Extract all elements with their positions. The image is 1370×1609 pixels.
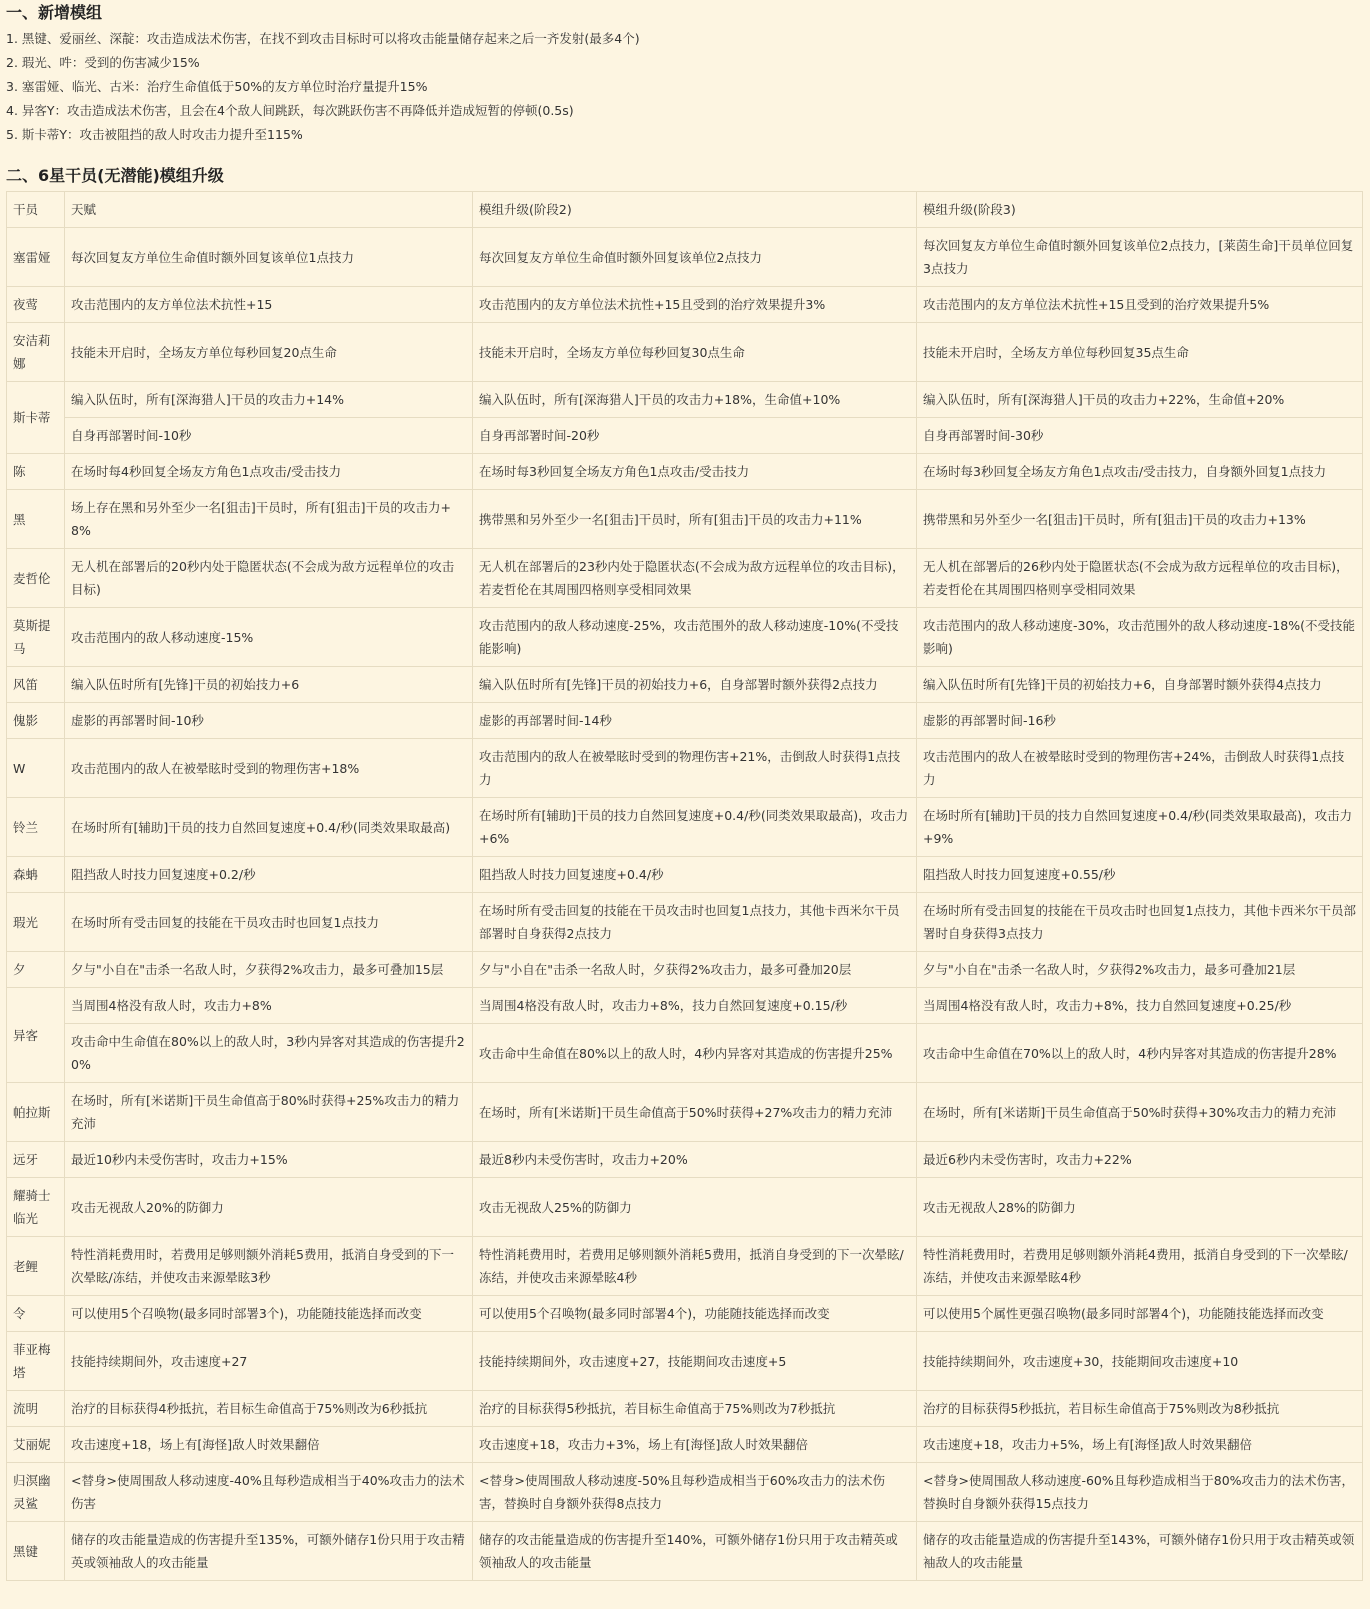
- stage3-cell: 技能持续期间外，攻击速度+30，技能期间攻击速度+10: [917, 1332, 1363, 1391]
- stage2-cell: 编入队伍时所有[先锋]干员的初始技力+6，自身部署时额外获得2点技力: [473, 667, 917, 703]
- operator-name: 铃兰: [7, 798, 65, 857]
- table-row: [7, 1391, 1363, 1427]
- talent-cell: 在场时，所有[米诺斯]干员生命值高于80%时获得+25%攻击力的精力充沛: [65, 1083, 473, 1142]
- module-upgrade-table: [6, 191, 1363, 1581]
- operator-name: 艾丽妮: [7, 1427, 65, 1463]
- table-row: [7, 454, 1363, 490]
- stage3-cell: 攻击速度+18，攻击力+5%，场上有[海怪]敌人时效果翻倍: [917, 1427, 1363, 1463]
- stage3-cell: 自身再部署时间-30秒: [917, 418, 1363, 454]
- operator-name: 塞雷娅: [7, 228, 65, 287]
- table-row: [7, 798, 1363, 857]
- table-row: [7, 1427, 1363, 1463]
- stage2-cell: 携带黑和另外至少一名[狙击]干员时，所有[狙击]干员的攻击力+11%: [473, 490, 917, 549]
- section-title-new-modules: 一、新增模组: [6, 3, 103, 22]
- operator-name: 耀骑士临光: [7, 1178, 65, 1237]
- stage3-cell: 特性消耗费用时，若费用足够则额外消耗4费用，抵消自身受到的下一次晕眩/冻结，并使攻击来源晕眩4秒: [917, 1237, 1363, 1296]
- table-row: [7, 739, 1363, 798]
- table-row: [7, 1142, 1363, 1178]
- table-row: [7, 1522, 1363, 1581]
- stage2-cell: 在场时所有受击回复的技能在干员攻击时也回复1点技力，其他卡西米尔干员部署时自身获得2点技力: [473, 893, 917, 952]
- talent-cell: 每次回复友方单位生命值时额外回复该单位1点技力: [65, 228, 473, 287]
- talent-cell: 阻挡敌人时技力回复速度+0.2/秒: [65, 857, 473, 893]
- talent-cell: 治疗的目标获得4秒抵抗，若目标生命值高于75%则改为6秒抵抗: [65, 1391, 473, 1427]
- operator-name: 菲亚梅塔: [7, 1332, 65, 1391]
- stage2-cell: 虚影的再部署时间-14秒: [473, 703, 917, 739]
- table-row: [7, 287, 1363, 323]
- operator-name: 麦哲伦: [7, 549, 65, 608]
- new-module-item: 4. 异客Y：攻击造成法术伤害，且会在4个敌人间跳跃，每次跳跃伤害不再降低并造成短暂的停顿(0.5s): [6, 103, 574, 118]
- stage3-cell: 攻击范围内的友方单位法术抗性+15且受到的治疗效果提升5%: [917, 287, 1363, 323]
- talent-cell: 最近10秒内未受伤害时，攻击力+15%: [65, 1142, 473, 1178]
- operator-name: W: [7, 739, 65, 798]
- table-row: [7, 703, 1363, 739]
- stage3-cell: 攻击范围内的敌人移动速度-30%，攻击范围外的敌人移动速度-18%(不受技能影响): [917, 608, 1363, 667]
- stage3-cell: 阻挡敌人时技力回复速度+0.55/秒: [917, 857, 1363, 893]
- table-row: [7, 608, 1363, 667]
- stage2-cell: 可以使用5个召唤物(最多同时部署4个)，功能随技能选择而改变: [473, 1296, 917, 1332]
- stage3-cell: 最近6秒内未受伤害时，攻击力+22%: [917, 1142, 1363, 1178]
- stage3-cell: 攻击范围内的敌人在被晕眩时受到的物理伤害+24%，击倒敌人时获得1点技力: [917, 739, 1363, 798]
- stage3-cell: 在场时，所有[米诺斯]干员生命值高于50%时获得+30%攻击力的精力充沛: [917, 1083, 1363, 1142]
- talent-cell: 编入队伍时，所有[深海猎人]干员的攻击力+14%: [65, 382, 473, 418]
- stage3-cell: 储存的攻击能量造成的伤害提升至143%，可额外储存1份只用于攻击精英或领袖敌人的攻击能量: [917, 1522, 1363, 1581]
- operator-name: 黑键: [7, 1522, 65, 1581]
- stage2-cell: 攻击范围内的友方单位法术抗性+15且受到的治疗效果提升3%: [473, 287, 917, 323]
- stage3-cell: 攻击无视敌人28%的防御力: [917, 1178, 1363, 1237]
- stage2-cell: 阻挡敌人时技力回复速度+0.4/秒: [473, 857, 917, 893]
- column-header: 干员: [7, 192, 65, 228]
- stage2-cell: 编入队伍时，所有[深海猎人]干员的攻击力+18%，生命值+10%: [473, 382, 917, 418]
- talent-cell: 技能未开启时，全场友方单位每秒回复20点生命: [65, 323, 473, 382]
- talent-cell: 夕与"小自在"击杀一名敌人时，夕获得2%攻击力，最多可叠加15层: [65, 952, 473, 988]
- stage3-cell: 无人机在部署后的26秒内处于隐匿状态(不会成为敌方远程单位的攻击目标)，若麦哲伦在其周围四格则享受相同效果: [917, 549, 1363, 608]
- table-row: [7, 490, 1363, 549]
- stage2-cell: 攻击范围内的敌人在被晕眩时受到的物理伤害+21%，击倒敌人时获得1点技力: [473, 739, 917, 798]
- stage3-cell: 编入队伍时所有[先锋]干员的初始技力+6，自身部署时额外获得4点技力: [917, 667, 1363, 703]
- table-row: [7, 667, 1363, 703]
- table-row: [7, 952, 1363, 988]
- table-row: [7, 1083, 1363, 1142]
- table-row: [7, 857, 1363, 893]
- stage2-cell: 夕与"小自在"击杀一名敌人时，夕获得2%攻击力，最多可叠加20层: [473, 952, 917, 988]
- stage2-cell: <替身>使周围敌人移动速度-50%且每秒造成相当于60%攻击力的法术伤害，替换时自身额外获得8点技力: [473, 1463, 917, 1522]
- operator-name: 夜莺: [7, 287, 65, 323]
- new-module-item: 2. 瑕光、吽：受到的伤害减少15%: [6, 55, 200, 70]
- talent-cell: 在场时所有[辅助]干员的技力自然回复速度+0.4/秒(同类效果取最高): [65, 798, 473, 857]
- talent-cell: 虚影的再部署时间-10秒: [65, 703, 473, 739]
- stage3-cell: 虚影的再部署时间-16秒: [917, 703, 1363, 739]
- stage2-cell: 储存的攻击能量造成的伤害提升至140%，可额外储存1份只用于攻击精英或领袖敌人的攻击能量: [473, 1522, 917, 1581]
- talent-cell: 当周围4格没有敌人时，攻击力+8%: [65, 988, 473, 1024]
- talent-cell: <替身>使周围敌人移动速度-40%且每秒造成相当于40%攻击力的法术伤害: [65, 1463, 473, 1522]
- stage2-cell: 技能持续期间外，攻击速度+27，技能期间攻击速度+5: [473, 1332, 917, 1391]
- operator-name: 黑: [7, 490, 65, 549]
- operator-name: 令: [7, 1296, 65, 1332]
- operator-name: 傀影: [7, 703, 65, 739]
- stage2-cell: 在场时，所有[米诺斯]干员生命值高于50%时获得+27%攻击力的精力充沛: [473, 1083, 917, 1142]
- operator-name: 归溟幽灵鲨: [7, 1463, 65, 1522]
- operator-name: 斯卡蒂: [7, 382, 65, 454]
- stage2-cell: 在场时每3秒回复全场友方角色1点攻击/受击技力: [473, 454, 917, 490]
- talent-cell: 攻击命中生命值在80%以上的敌人时，3秒内异客对其造成的伤害提升20%: [65, 1024, 473, 1083]
- column-header: 模组升级(阶段3): [917, 192, 1363, 228]
- stage3-cell: 攻击命中生命值在70%以上的敌人时，4秒内异客对其造成的伤害提升28%: [917, 1024, 1363, 1083]
- stage2-cell: 自身再部署时间-20秒: [473, 418, 917, 454]
- talent-cell: 自身再部署时间-10秒: [65, 418, 473, 454]
- stage3-cell: <替身>使周围敌人移动速度-60%且每秒造成相当于80%攻击力的法术伤害，替换时自身额外获得15点技力: [917, 1463, 1363, 1522]
- stage3-cell: 携带黑和另外至少一名[狙击]干员时，所有[狙击]干员的攻击力+13%: [917, 490, 1363, 549]
- new-module-item: 5. 斯卡蒂Y：攻击被阻挡的敌人时攻击力提升至115%: [6, 127, 303, 142]
- operator-name: 流明: [7, 1391, 65, 1427]
- stage2-cell: 技能未开启时，全场友方单位每秒回复30点生命: [473, 323, 917, 382]
- stage3-cell: 在场时所有受击回复的技能在干员攻击时也回复1点技力，其他卡西米尔干员部署时自身获得3点技力: [917, 893, 1363, 952]
- new-module-item: 3. 塞雷娅、临光、古米：治疗生命值低于50%的友方单位时治疗量提升15%: [6, 79, 428, 94]
- table-row: [7, 323, 1363, 382]
- section-title-module-upgrades: 二、6星干员(无潜能)模组升级: [6, 166, 224, 185]
- stage3-cell: 编入队伍时，所有[深海猎人]干员的攻击力+22%，生命值+20%: [917, 382, 1363, 418]
- operator-name: 陈: [7, 454, 65, 490]
- stage2-cell: 特性消耗费用时，若费用足够则额外消耗5费用，抵消自身受到的下一次晕眩/冻结，并使攻击来源晕眩4秒: [473, 1237, 917, 1296]
- table-row: [7, 1296, 1363, 1332]
- column-header: 天赋: [65, 192, 473, 228]
- table-header-row: [7, 192, 1363, 228]
- talent-cell: 攻击范围内的友方单位法术抗性+15: [65, 287, 473, 323]
- talent-cell: 在场时所有受击回复的技能在干员攻击时也回复1点技力: [65, 893, 473, 952]
- stage3-cell: 在场时每3秒回复全场友方角色1点攻击/受击技力，自身额外回复1点技力: [917, 454, 1363, 490]
- stage2-cell: 最近8秒内未受伤害时，攻击力+20%: [473, 1142, 917, 1178]
- talent-cell: 攻击速度+18，场上有[海怪]敌人时效果翻倍: [65, 1427, 473, 1463]
- table-row: [7, 228, 1363, 287]
- operator-name: 瑕光: [7, 893, 65, 952]
- stage3-cell: 当周围4格没有敌人时，攻击力+8%，技力自然回复速度+0.25/秒: [917, 988, 1363, 1024]
- table-row: [7, 382, 1363, 418]
- operator-name: 安洁莉娜: [7, 323, 65, 382]
- table-row: [7, 1024, 1363, 1083]
- table-row: [7, 1332, 1363, 1391]
- talent-cell: 攻击范围内的敌人在被晕眩时受到的物理伤害+18%: [65, 739, 473, 798]
- table-row: [7, 893, 1363, 952]
- talent-cell: 可以使用5个召唤物(最多同时部署3个)，功能随技能选择而改变: [65, 1296, 473, 1332]
- table-row: [7, 418, 1363, 454]
- talent-cell: 攻击无视敌人20%的防御力: [65, 1178, 473, 1237]
- new-module-item: 1. 黑键、爱丽丝、深靛：攻击造成法术伤害，在找不到攻击目标时可以将攻击能量储存起来之后一齐发射(最多4个): [6, 31, 640, 46]
- talent-cell: 攻击范围内的敌人移动速度-15%: [65, 608, 473, 667]
- table-row: [7, 1463, 1363, 1522]
- column-header: 模组升级(阶段2): [473, 192, 917, 228]
- stage2-cell: 在场时所有[辅助]干员的技力自然回复速度+0.4/秒(同类效果取最高)，攻击力+6%: [473, 798, 917, 857]
- talent-cell: 特性消耗费用时，若费用足够则额外消耗5费用，抵消自身受到的下一次晕眩/冻结，并使攻击来源晕眩3秒: [65, 1237, 473, 1296]
- operator-name: 莫斯提马: [7, 608, 65, 667]
- table-row: [7, 1237, 1363, 1296]
- new-modules-list: [6, 27, 1352, 147]
- stage2-cell: 当周围4格没有敌人时，攻击力+8%，技力自然回复速度+0.15/秒: [473, 988, 917, 1024]
- stage3-cell: 可以使用5个属性更强召唤物(最多同时部署4个)，功能随技能选择而改变: [917, 1296, 1363, 1332]
- table-body: [7, 192, 1363, 1581]
- operator-name: 帕拉斯: [7, 1083, 65, 1142]
- stage2-cell: 攻击无视敌人25%的防御力: [473, 1178, 917, 1237]
- talent-cell: 无人机在部署后的20秒内处于隐匿状态(不会成为敌方远程单位的攻击目标): [65, 549, 473, 608]
- stage3-cell: 夕与"小自在"击杀一名敌人时，夕获得2%攻击力，最多可叠加21层: [917, 952, 1363, 988]
- talent-cell: 技能持续期间外，攻击速度+27: [65, 1332, 473, 1391]
- table-row: [7, 1178, 1363, 1237]
- talent-cell: 场上存在黑和另外至少一名[狙击]干员时，所有[狙击]干员的攻击力+8%: [65, 490, 473, 549]
- stage2-cell: 攻击范围内的敌人移动速度-25%，攻击范围外的敌人移动速度-10%(不受技能影响): [473, 608, 917, 667]
- stage3-cell: 技能未开启时，全场友方单位每秒回复35点生命: [917, 323, 1363, 382]
- stage2-cell: 攻击速度+18，攻击力+3%，场上有[海怪]敌人时效果翻倍: [473, 1427, 917, 1463]
- stage3-cell: 治疗的目标获得5秒抵抗，若目标生命值高于75%则改为8秒抵抗: [917, 1391, 1363, 1427]
- stage2-cell: 攻击命中生命值在80%以上的敌人时，4秒内异客对其造成的伤害提升25%: [473, 1024, 917, 1083]
- table-row: [7, 988, 1363, 1024]
- stage2-cell: 无人机在部署后的23秒内处于隐匿状态(不会成为敌方远程单位的攻击目标)，若麦哲伦在其周围四格则享受相同效果: [473, 549, 917, 608]
- stage3-cell: 在场时所有[辅助]干员的技力自然回复速度+0.4/秒(同类效果取最高)，攻击力+9%: [917, 798, 1363, 857]
- operator-name: 风笛: [7, 667, 65, 703]
- operator-name: 远牙: [7, 1142, 65, 1178]
- talent-cell: 在场时每4秒回复全场友方角色1点攻击/受击技力: [65, 454, 473, 490]
- operator-name: 森蚺: [7, 857, 65, 893]
- talent-cell: 编入队伍时所有[先锋]干员的初始技力+6: [65, 667, 473, 703]
- talent-cell: 储存的攻击能量造成的伤害提升至135%，可额外储存1份只用于攻击精英或领袖敌人的攻击能量: [65, 1522, 473, 1581]
- operator-name: 夕: [7, 952, 65, 988]
- stage2-cell: 治疗的目标获得5秒抵抗，若目标生命值高于75%则改为7秒抵抗: [473, 1391, 917, 1427]
- stage2-cell: 每次回复友方单位生命值时额外回复该单位2点技力: [473, 228, 917, 287]
- stage3-cell: 每次回复友方单位生命值时额外回复该单位2点技力，[莱茵生命]干员单位回复3点技力: [917, 228, 1363, 287]
- operator-name: 老鲤: [7, 1237, 65, 1296]
- table-row: [7, 549, 1363, 608]
- operator-name: 异客: [7, 988, 65, 1083]
